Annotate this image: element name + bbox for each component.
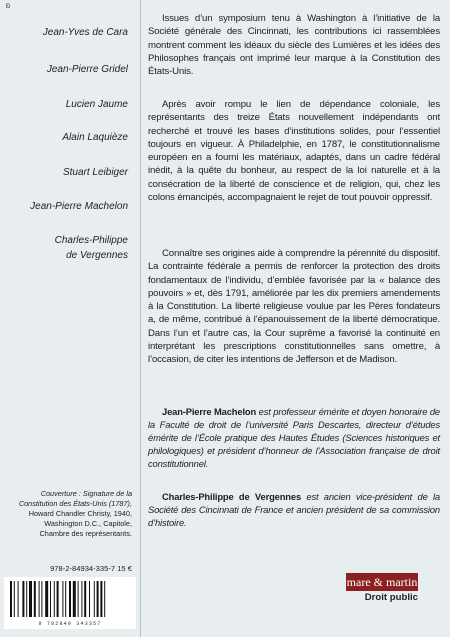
- cover-credit-line: Howard Chandler Christy, 1940,: [28, 509, 132, 518]
- cover-credit: [4, 489, 132, 539]
- cover-credit-line: Constitution des États-Unis (1787),: [18, 499, 132, 508]
- author-name: Jean-Pierre Machelon: [30, 201, 128, 212]
- barcode-digits: 9 782849 343357: [38, 621, 102, 627]
- cover-credit-line: Washington D.C., Capitole,: [44, 519, 132, 528]
- isbn-price: 978-2-84934-335-7 15 €: [50, 564, 132, 573]
- bio-name: Jean-Pierre Machelon: [162, 406, 257, 417]
- column-divider: [140, 0, 141, 637]
- cover-credit-line: Couverture : Signature de la: [40, 489, 132, 498]
- barcode-bars: [10, 581, 130, 617]
- author-bio: [148, 405, 440, 470]
- summary-paragraph: Après avoir rompu le lien de dépendance coloniale, les représentants des treize États nouvellement indépendants ont recherché et trouvé les bases d’institutions solides, pour l’essentiel toujours en vigueur. À Philadelphie, en 1787, le constitutionnalisme européen en a fourni les matériaux, adaptés, dans un cadre fédéral inédit, à la quête du bonheur, au respect de la loi naturelle et à la consécration de la liberté de conscience et de religion, qui, chez les colons émancipés, accompagnaient le rejet de tout pouvoir oppressif.: [148, 99, 440, 204]
- bio-name: Charles-Philippe de Vergennes: [162, 491, 302, 502]
- bio-text: est professeur émérite et doyen honoraire de la Faculté de droit de l’université Paris Descartes, directeur d’études émérite de l’École pratique des Hautes Études (Sciences historiques et philologiques) et président d’honneur de l’Association française de droit constitutionnel.: [148, 406, 440, 469]
- author-name: Jean-Pierre Gridel: [46, 64, 128, 75]
- summary-paragraph: Connaître ses origines aide à comprendre la pérennité du dispositif. La contrainte fédérale a permis de renforcer la protection des droits fondamentaux de l’individu, d’emblée favorisée par la « balance des pouvoirs » et, dès 1791, améliorée par les dix premiers amendements à la Constitution. La liberté religieuse voulue par les Pères fondateurs a, de même, contribué à l’épanouissement de la liberté démocratique. Dans l’un et l’autre cas, la Cour suprême a favorisé la continuité en interprétant les prescriptions constitutionnelles sans omettre, à l’occasion, de citer les intentions de Jefferson et de Madison.: [148, 248, 440, 366]
- publisher-logo: mare & martin: [346, 575, 418, 589]
- barcode: [4, 577, 136, 629]
- author-name: de Vergennes: [66, 250, 128, 261]
- author-name: Stuart Leibiger: [62, 167, 128, 178]
- bio-text: est ancien vice-président de la Société des Cincinnati de France et ancien président de sa commission d’histoire.: [148, 491, 440, 528]
- author-name: Lucien Jaume: [65, 99, 128, 110]
- corner-mark: Ð: [6, 4, 11, 10]
- summary-paragraph: Issues d’un symposium tenu à Washington à l’initiative de la Société générale des Cincinnati, les contributions ici rassemblées montrent comment les idéaux du siècle des Lumières et les idées des Philosophes français ont imprimé leur marque à la Constitution des États-Unis.: [148, 13, 440, 78]
- author-name: Jean-Yves de Cara: [42, 27, 128, 38]
- author-name: Alain Laquièze: [62, 132, 128, 143]
- author-bio: [148, 490, 440, 529]
- cover-credit-line: Chambre des représentants.: [39, 529, 132, 538]
- author-name: Charles-Philippe: [54, 235, 128, 246]
- collection-name: Droit public: [364, 592, 418, 603]
